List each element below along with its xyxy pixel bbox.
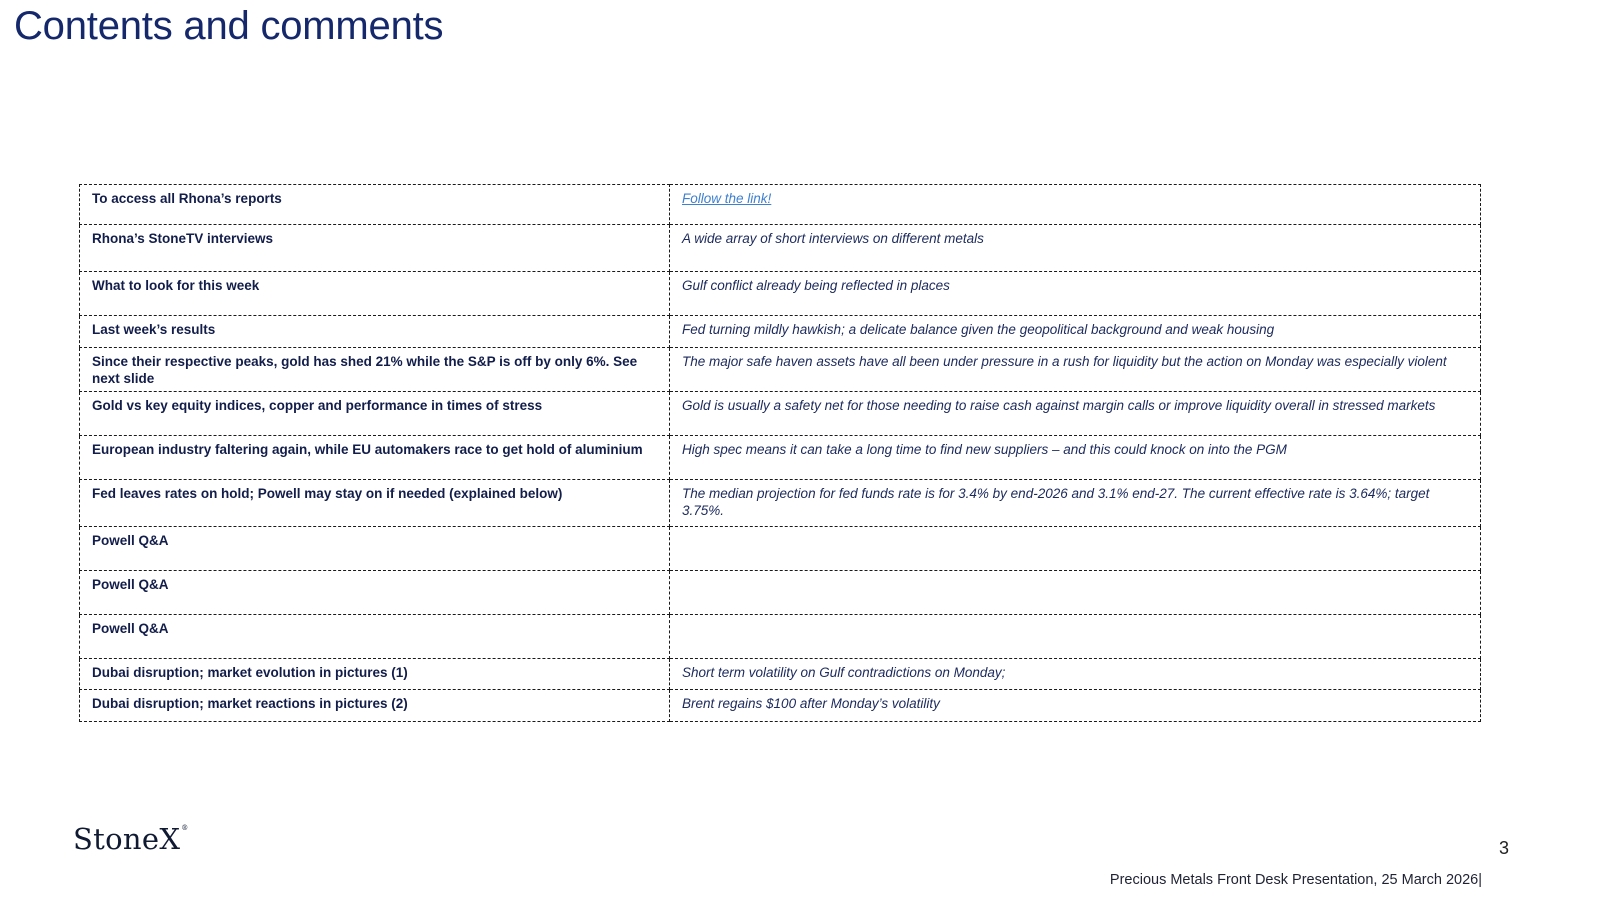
- footer-text: Precious Metals Front Desk Presentation, 25 March 2026|: [1109, 872, 1482, 888]
- table-row: [80, 185, 1481, 225]
- row-comment: Short term volatility on Gulf contradictions on Monday;: [670, 659, 1481, 690]
- table-row: [80, 480, 1481, 527]
- row-topic: Last week’s results: [80, 316, 670, 348]
- row-topic: Powell Q&A: [80, 571, 670, 615]
- row-topic: Rhona’s StoneTV interviews: [80, 225, 670, 272]
- row-comment: The major safe haven assets have all been under pressure in a rush for liquidity but the action on Monday was especially violent: [670, 348, 1481, 392]
- row-topic: Dubai disruption; market reactions in pictures (2): [80, 690, 670, 722]
- stonex-logo: [73, 822, 189, 856]
- row-comment: The median projection for fed funds rate is for 3.4% by end-2026 and 3.1% end-27. The current effective rate is 3.64%; target 3.75%.: [670, 480, 1481, 527]
- table-row: [80, 527, 1481, 571]
- row-comment: Fed turning mildly hawkish; a delicate balance given the geopolitical background and weak housing: [670, 316, 1481, 348]
- table-row: [80, 659, 1481, 690]
- row-comment: Gold is usually a safety net for those needing to raise cash against margin calls or improve liquidity overall in stressed markets: [670, 392, 1481, 436]
- row-comment: Brent regains $100 after Monday’s volatility: [670, 690, 1481, 722]
- registered-mark: ®: [181, 824, 189, 832]
- follow-link[interactable]: Follow the link!: [682, 191, 772, 206]
- slide-title: Contents and comments: [14, 4, 444, 48]
- table-row: [80, 436, 1481, 480]
- row-comment: High spec means it can take a long time to find new suppliers – and this could knock on into the PGM: [670, 436, 1481, 480]
- row-topic: What to look for this week: [80, 272, 670, 316]
- contents-table: [79, 184, 1481, 722]
- table-row: [80, 225, 1481, 272]
- page-number: 3: [1499, 838, 1510, 858]
- table-row: [80, 615, 1481, 659]
- row-comment: A wide array of short interviews on different metals: [670, 225, 1481, 272]
- table-row: [80, 348, 1481, 392]
- row-comment: Gulf conflict already being reflected in places: [670, 272, 1481, 316]
- table-row: [80, 571, 1481, 615]
- row-topic: Dubai disruption; market evolution in pictures (1): [80, 659, 670, 690]
- row-comment: [670, 185, 1481, 225]
- row-topic: To access all Rhona’s reports: [80, 185, 670, 225]
- row-comment: [670, 527, 1481, 571]
- row-topic: European industry faltering again, while EU automakers race to get hold of aluminium: [80, 436, 670, 480]
- table-row: [80, 690, 1481, 722]
- table-row: [80, 316, 1481, 348]
- row-topic: Fed leaves rates on hold; Powell may stay on if needed (explained below): [80, 480, 670, 527]
- table-row: [80, 272, 1481, 316]
- row-topic: Since their respective peaks, gold has shed 21% while the S&P is off by only 6%. See next slide: [80, 348, 670, 392]
- row-comment: [670, 571, 1481, 615]
- row-topic: Powell Q&A: [80, 615, 670, 659]
- row-topic: Gold vs key equity indices, copper and performance in times of stress: [80, 392, 670, 436]
- row-comment: [670, 615, 1481, 659]
- logo-wordmark: StoneX: [73, 822, 181, 856]
- table-row: [80, 392, 1481, 436]
- row-topic: Powell Q&A: [80, 527, 670, 571]
